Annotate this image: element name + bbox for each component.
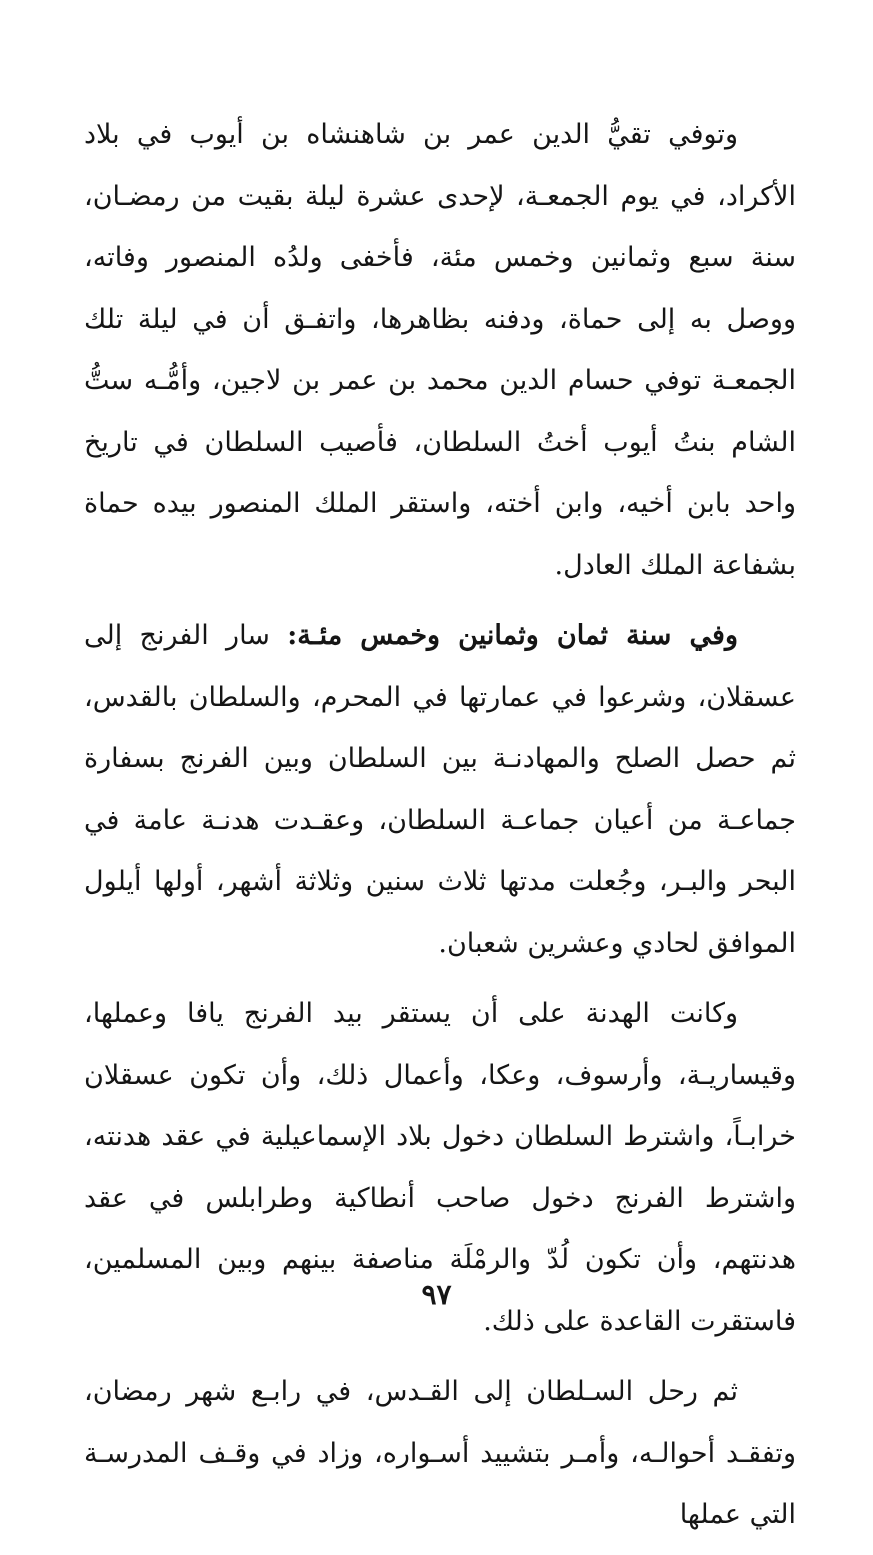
body-text — [84, 104, 796, 1555]
paragraph-4 — [84, 1361, 796, 1546]
page-number: ٩٧ — [421, 1278, 452, 1311]
paragraph-2-text: سار الفرنج إلى عسقلان، وشرعوا في عمارتها في المحرم، والسلطان بالقدس، ثم حصل الصلح والمهادنـة بين السلطان وبين الفرنج بسفارة جماعـة من أعيان جماعـة السلطان، وعقـدت هدنـة عامة في البحر والبـر، وجُعلت مدتها ثلاث سنين وثلاثة أشهر، أولها أيلول الموافق لحادي وعشرين شعبان. — [84, 620, 796, 959]
paragraph-1-text: وتوفي تقيُّ الدين عمر بن شاهنشاه بن أيوب في بلاد الأكراد، في يوم الجمعـة، لإحدى عشرة ليلة بقيت من رمضـان، سنة سبع وثمانين وخمس مئة، فأخفى ولدُه المنصور وفاته، ووصل به إلى حماة، ودفنه بظاهرها، واتفـق أن في ليلة تلك الجمعـة توفي حسام الدين محمد بن عمر بن لاجين، وأمُّـه ستُّ الشام بنتُ أيوب أختُ السلطان، فأصيب السلطان في تاريخ واحد بابن أخيه، وابن أخته، واستقر الملك المنصور بيده حماة بشفاعة الملك العادل. — [84, 119, 796, 581]
paragraph-1 — [84, 104, 796, 596]
paragraph-2 — [84, 605, 796, 974]
paragraph-3-text: وكانت الهدنة على أن يستقر بيد الفرنج يافا وعملها، وقيساريـة، وأرسوف، وعكا، وأعمال ذلك، وأن تكون عسقلان خرابـاً، واشترط السلطان دخول بلاد الإسماعيلية في عقد هدنته، واشترط الفرنج دخول صاحب أنطاكية وطرابلس في عقد هدنتهم، وأن تكون لُدّ والرمْلَة مناصفة بينهم وبين المسلمين، فاستقرت القاعدة على ذلك. — [84, 998, 796, 1337]
paragraph-4-text: ثم رحل السـلطان إلى القـدس، في رابـع شهر رمضان، وتفقـد أحوالـه، وأمـر بتشييد أسـواره، وزاد في وقـف المدرسـة التي عملها — [84, 1376, 796, 1530]
paragraph-2-heading: وفي سنة ثمان وثمانين وخمس مئـة: — [287, 620, 738, 651]
